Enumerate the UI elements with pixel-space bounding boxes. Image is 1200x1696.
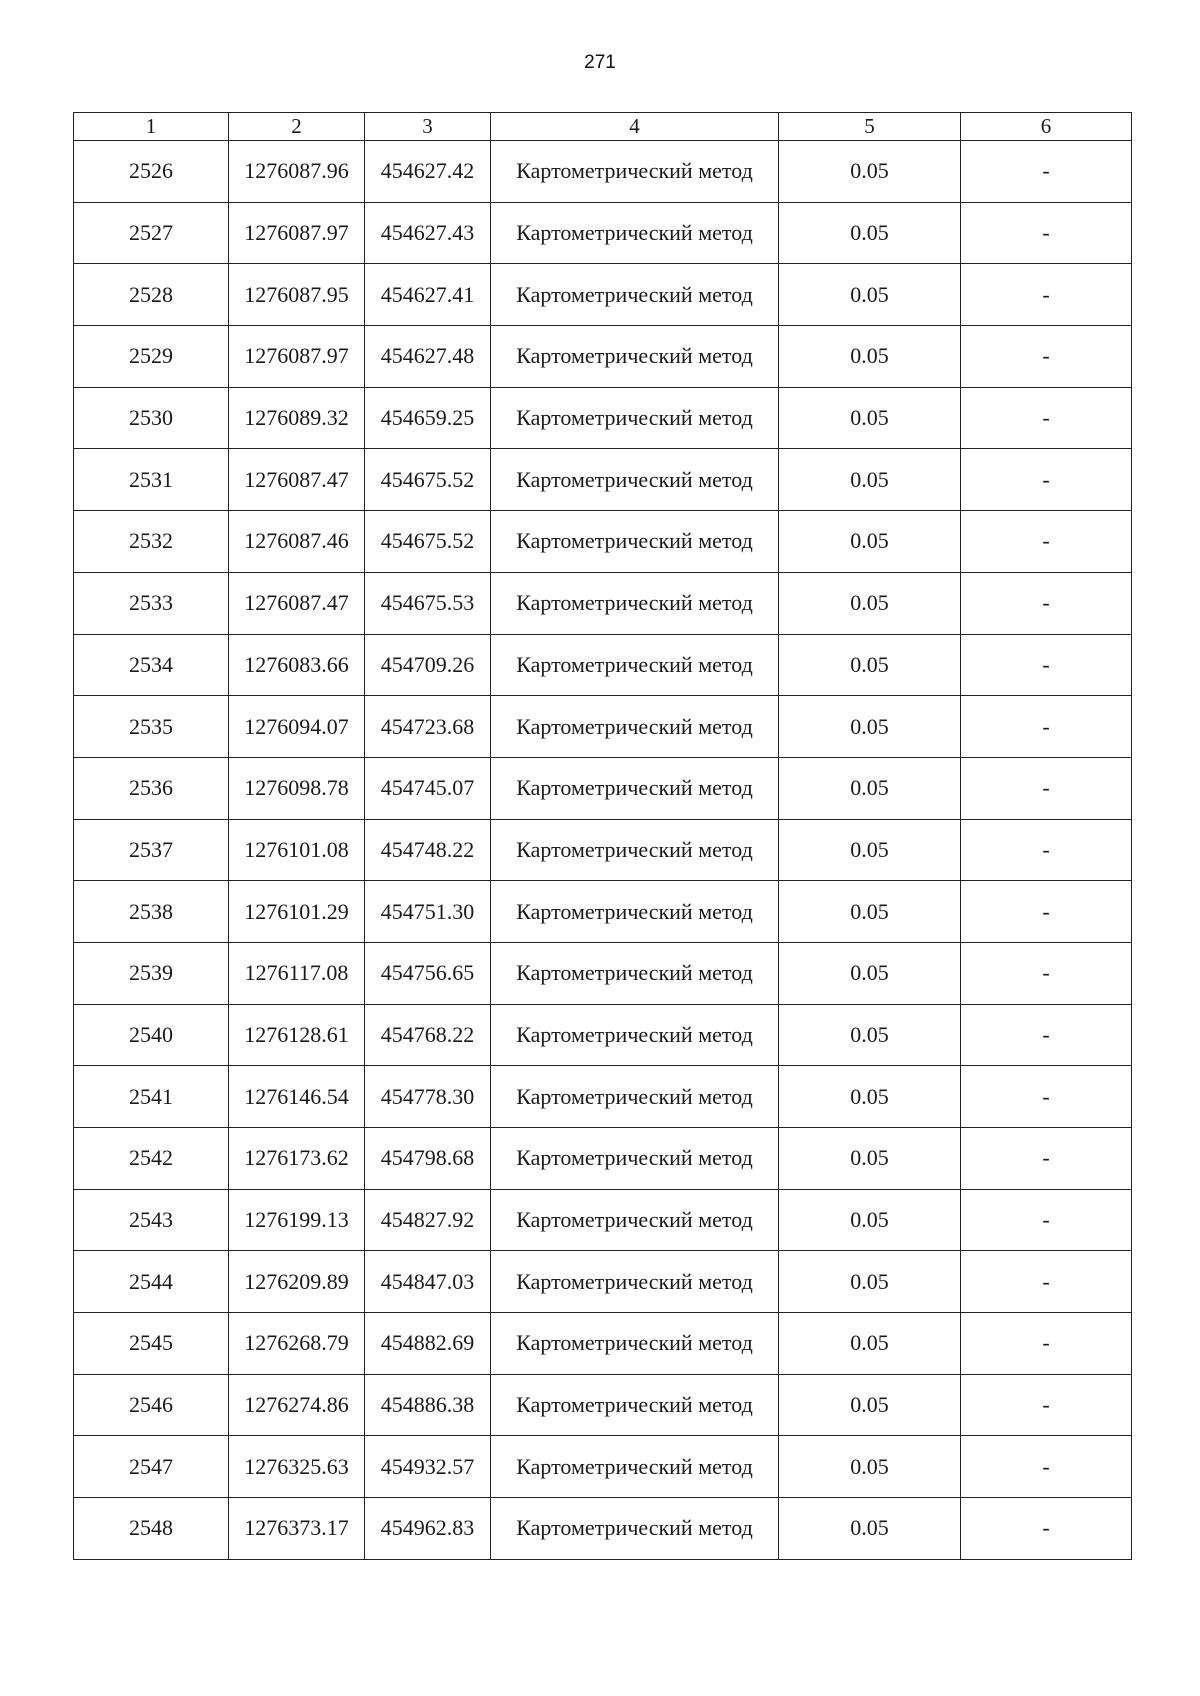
point-number-cell: 2535 bbox=[74, 696, 229, 758]
description-cell: - bbox=[961, 757, 1132, 819]
point-number-cell: 2542 bbox=[74, 1128, 229, 1190]
y-coordinate-cell: 454627.42 bbox=[365, 141, 491, 203]
x-coordinate-cell: 1276098.78 bbox=[229, 757, 365, 819]
point-number-cell: 2546 bbox=[74, 1374, 229, 1436]
method-cell: Картометрический метод bbox=[491, 1128, 779, 1190]
table-row bbox=[74, 387, 1132, 449]
y-coordinate-cell: 454723.68 bbox=[365, 696, 491, 758]
method-cell: Картометрический метод bbox=[491, 1189, 779, 1251]
method-cell: Картометрический метод bbox=[491, 202, 779, 264]
method-cell: Картометрический метод bbox=[491, 757, 779, 819]
method-cell: Картометрический метод bbox=[491, 449, 779, 511]
method-cell: Картометрический метод bbox=[491, 511, 779, 573]
accuracy-cell: 0.05 bbox=[779, 387, 961, 449]
point-number-cell: 2532 bbox=[74, 511, 229, 573]
point-number-cell: 2548 bbox=[74, 1498, 229, 1560]
description-cell: - bbox=[961, 819, 1132, 881]
accuracy-cell: 0.05 bbox=[779, 1189, 961, 1251]
y-coordinate-cell: 454768.22 bbox=[365, 1004, 491, 1066]
method-cell: Картометрический метод bbox=[491, 387, 779, 449]
accuracy-cell: 0.05 bbox=[779, 326, 961, 388]
point-number-cell: 2526 bbox=[74, 141, 229, 203]
x-coordinate-cell: 1276274.86 bbox=[229, 1374, 365, 1436]
method-cell: Картометрический метод bbox=[491, 942, 779, 1004]
y-coordinate-cell: 454627.41 bbox=[365, 264, 491, 326]
column-header-1: 1 bbox=[74, 113, 229, 141]
accuracy-cell: 0.05 bbox=[779, 1004, 961, 1066]
description-cell: - bbox=[961, 511, 1132, 573]
description-cell: - bbox=[961, 1251, 1132, 1313]
table-row bbox=[74, 202, 1132, 264]
description-cell: - bbox=[961, 1004, 1132, 1066]
table-row bbox=[74, 449, 1132, 511]
table-row bbox=[74, 942, 1132, 1004]
x-coordinate-cell: 1276146.54 bbox=[229, 1066, 365, 1128]
x-coordinate-cell: 1276087.96 bbox=[229, 141, 365, 203]
description-cell: - bbox=[961, 1498, 1132, 1560]
accuracy-cell: 0.05 bbox=[779, 1436, 961, 1498]
accuracy-cell: 0.05 bbox=[779, 202, 961, 264]
accuracy-cell: 0.05 bbox=[779, 634, 961, 696]
accuracy-cell: 0.05 bbox=[779, 1066, 961, 1128]
method-cell: Картометрический метод bbox=[491, 634, 779, 696]
x-coordinate-cell: 1276087.95 bbox=[229, 264, 365, 326]
method-cell: Картометрический метод bbox=[491, 326, 779, 388]
description-cell: - bbox=[961, 1128, 1132, 1190]
y-coordinate-cell: 454627.43 bbox=[365, 202, 491, 264]
table-row bbox=[74, 757, 1132, 819]
column-header-5: 5 bbox=[779, 113, 961, 141]
description-cell: - bbox=[961, 264, 1132, 326]
method-cell: Картометрический метод bbox=[491, 881, 779, 943]
x-coordinate-cell: 1276373.17 bbox=[229, 1498, 365, 1560]
method-cell: Картометрический метод bbox=[491, 1066, 779, 1128]
accuracy-cell: 0.05 bbox=[779, 1374, 961, 1436]
y-coordinate-cell: 454627.48 bbox=[365, 326, 491, 388]
table-row bbox=[74, 1066, 1132, 1128]
table-row bbox=[74, 326, 1132, 388]
point-number-cell: 2534 bbox=[74, 634, 229, 696]
point-number-cell: 2527 bbox=[74, 202, 229, 264]
description-cell: - bbox=[961, 1374, 1132, 1436]
accuracy-cell: 0.05 bbox=[779, 1251, 961, 1313]
y-coordinate-cell: 454748.22 bbox=[365, 819, 491, 881]
table-row bbox=[74, 264, 1132, 326]
y-coordinate-cell: 454675.52 bbox=[365, 511, 491, 573]
description-cell: - bbox=[961, 202, 1132, 264]
y-coordinate-cell: 454962.83 bbox=[365, 1498, 491, 1560]
description-cell: - bbox=[961, 696, 1132, 758]
y-coordinate-cell: 454751.30 bbox=[365, 881, 491, 943]
y-coordinate-cell: 454886.38 bbox=[365, 1374, 491, 1436]
point-number-cell: 2538 bbox=[74, 881, 229, 943]
description-cell: - bbox=[961, 1313, 1132, 1375]
table-row bbox=[74, 1374, 1132, 1436]
method-cell: Картометрический метод bbox=[491, 141, 779, 203]
accuracy-cell: 0.05 bbox=[779, 881, 961, 943]
accuracy-cell: 0.05 bbox=[779, 1498, 961, 1560]
table-row bbox=[74, 1004, 1132, 1066]
y-coordinate-cell: 454827.92 bbox=[365, 1189, 491, 1251]
method-cell: Картометрический метод bbox=[491, 1374, 779, 1436]
x-coordinate-cell: 1276101.08 bbox=[229, 819, 365, 881]
method-cell: Картометрический метод bbox=[491, 1313, 779, 1375]
table-row bbox=[74, 1128, 1132, 1190]
table-row bbox=[74, 511, 1132, 573]
x-coordinate-cell: 1276089.32 bbox=[229, 387, 365, 449]
y-coordinate-cell: 454778.30 bbox=[365, 1066, 491, 1128]
point-number-cell: 2536 bbox=[74, 757, 229, 819]
table-row bbox=[74, 819, 1132, 881]
coordinates-table bbox=[73, 112, 1132, 1560]
y-coordinate-cell: 454675.52 bbox=[365, 449, 491, 511]
description-cell: - bbox=[961, 881, 1132, 943]
x-coordinate-cell: 1276199.13 bbox=[229, 1189, 365, 1251]
point-number-cell: 2539 bbox=[74, 942, 229, 1004]
description-cell: - bbox=[961, 387, 1132, 449]
point-number-cell: 2537 bbox=[74, 819, 229, 881]
table-row bbox=[74, 1313, 1132, 1375]
description-cell: - bbox=[961, 1436, 1132, 1498]
x-coordinate-cell: 1276083.66 bbox=[229, 634, 365, 696]
description-cell: - bbox=[961, 572, 1132, 634]
accuracy-cell: 0.05 bbox=[779, 141, 961, 203]
x-coordinate-cell: 1276117.08 bbox=[229, 942, 365, 1004]
point-number-cell: 2543 bbox=[74, 1189, 229, 1251]
y-coordinate-cell: 454798.68 bbox=[365, 1128, 491, 1190]
x-coordinate-cell: 1276087.46 bbox=[229, 511, 365, 573]
table-row bbox=[74, 696, 1132, 758]
accuracy-cell: 0.05 bbox=[779, 819, 961, 881]
y-coordinate-cell: 454709.26 bbox=[365, 634, 491, 696]
page-number: 271 bbox=[584, 52, 616, 73]
point-number-cell: 2533 bbox=[74, 572, 229, 634]
column-header-2: 2 bbox=[229, 113, 365, 141]
point-number-cell: 2544 bbox=[74, 1251, 229, 1313]
accuracy-cell: 0.05 bbox=[779, 511, 961, 573]
accuracy-cell: 0.05 bbox=[779, 1313, 961, 1375]
column-header-4: 4 bbox=[491, 113, 779, 141]
accuracy-cell: 0.05 bbox=[779, 264, 961, 326]
description-cell: - bbox=[961, 141, 1132, 203]
x-coordinate-cell: 1276087.47 bbox=[229, 449, 365, 511]
point-number-cell: 2531 bbox=[74, 449, 229, 511]
accuracy-cell: 0.05 bbox=[779, 449, 961, 511]
method-cell: Картометрический метод bbox=[491, 264, 779, 326]
y-coordinate-cell: 454847.03 bbox=[365, 1251, 491, 1313]
accuracy-cell: 0.05 bbox=[779, 1128, 961, 1190]
column-header-6: 6 bbox=[961, 113, 1132, 141]
accuracy-cell: 0.05 bbox=[779, 757, 961, 819]
x-coordinate-cell: 1276101.29 bbox=[229, 881, 365, 943]
table-row bbox=[74, 572, 1132, 634]
x-coordinate-cell: 1276087.97 bbox=[229, 326, 365, 388]
x-coordinate-cell: 1276173.62 bbox=[229, 1128, 365, 1190]
x-coordinate-cell: 1276087.47 bbox=[229, 572, 365, 634]
point-number-cell: 2547 bbox=[74, 1436, 229, 1498]
method-cell: Картометрический метод bbox=[491, 1436, 779, 1498]
accuracy-cell: 0.05 bbox=[779, 696, 961, 758]
description-cell: - bbox=[961, 942, 1132, 1004]
description-cell: - bbox=[961, 634, 1132, 696]
accuracy-cell: 0.05 bbox=[779, 572, 961, 634]
y-coordinate-cell: 454756.65 bbox=[365, 942, 491, 1004]
x-coordinate-cell: 1276087.97 bbox=[229, 202, 365, 264]
accuracy-cell: 0.05 bbox=[779, 942, 961, 1004]
header-row bbox=[74, 113, 1132, 141]
method-cell: Картометрический метод bbox=[491, 1498, 779, 1560]
table-row bbox=[74, 1498, 1132, 1560]
description-cell: - bbox=[961, 1066, 1132, 1128]
table-row bbox=[74, 141, 1132, 203]
point-number-cell: 2529 bbox=[74, 326, 229, 388]
method-cell: Картометрический метод bbox=[491, 572, 779, 634]
x-coordinate-cell: 1276268.79 bbox=[229, 1313, 365, 1375]
y-coordinate-cell: 454745.07 bbox=[365, 757, 491, 819]
table-row bbox=[74, 1189, 1132, 1251]
column-header-3: 3 bbox=[365, 113, 491, 141]
y-coordinate-cell: 454675.53 bbox=[365, 572, 491, 634]
x-coordinate-cell: 1276128.61 bbox=[229, 1004, 365, 1066]
method-cell: Картометрический метод bbox=[491, 1004, 779, 1066]
table-row bbox=[74, 634, 1132, 696]
y-coordinate-cell: 454659.25 bbox=[365, 387, 491, 449]
table-row bbox=[74, 1251, 1132, 1313]
y-coordinate-cell: 454882.69 bbox=[365, 1313, 491, 1375]
table-row bbox=[74, 1436, 1132, 1498]
point-number-cell: 2540 bbox=[74, 1004, 229, 1066]
x-coordinate-cell: 1276209.89 bbox=[229, 1251, 365, 1313]
method-cell: Картометрический метод bbox=[491, 819, 779, 881]
description-cell: - bbox=[961, 326, 1132, 388]
x-coordinate-cell: 1276094.07 bbox=[229, 696, 365, 758]
table-row bbox=[74, 881, 1132, 943]
method-cell: Картометрический метод bbox=[491, 696, 779, 758]
point-number-cell: 2530 bbox=[74, 387, 229, 449]
point-number-cell: 2541 bbox=[74, 1066, 229, 1128]
description-cell: - bbox=[961, 449, 1132, 511]
y-coordinate-cell: 454932.57 bbox=[365, 1436, 491, 1498]
point-number-cell: 2528 bbox=[74, 264, 229, 326]
description-cell: - bbox=[961, 1189, 1132, 1251]
x-coordinate-cell: 1276325.63 bbox=[229, 1436, 365, 1498]
table-body bbox=[74, 141, 1132, 1560]
point-number-cell: 2545 bbox=[74, 1313, 229, 1375]
method-cell: Картометрический метод bbox=[491, 1251, 779, 1313]
